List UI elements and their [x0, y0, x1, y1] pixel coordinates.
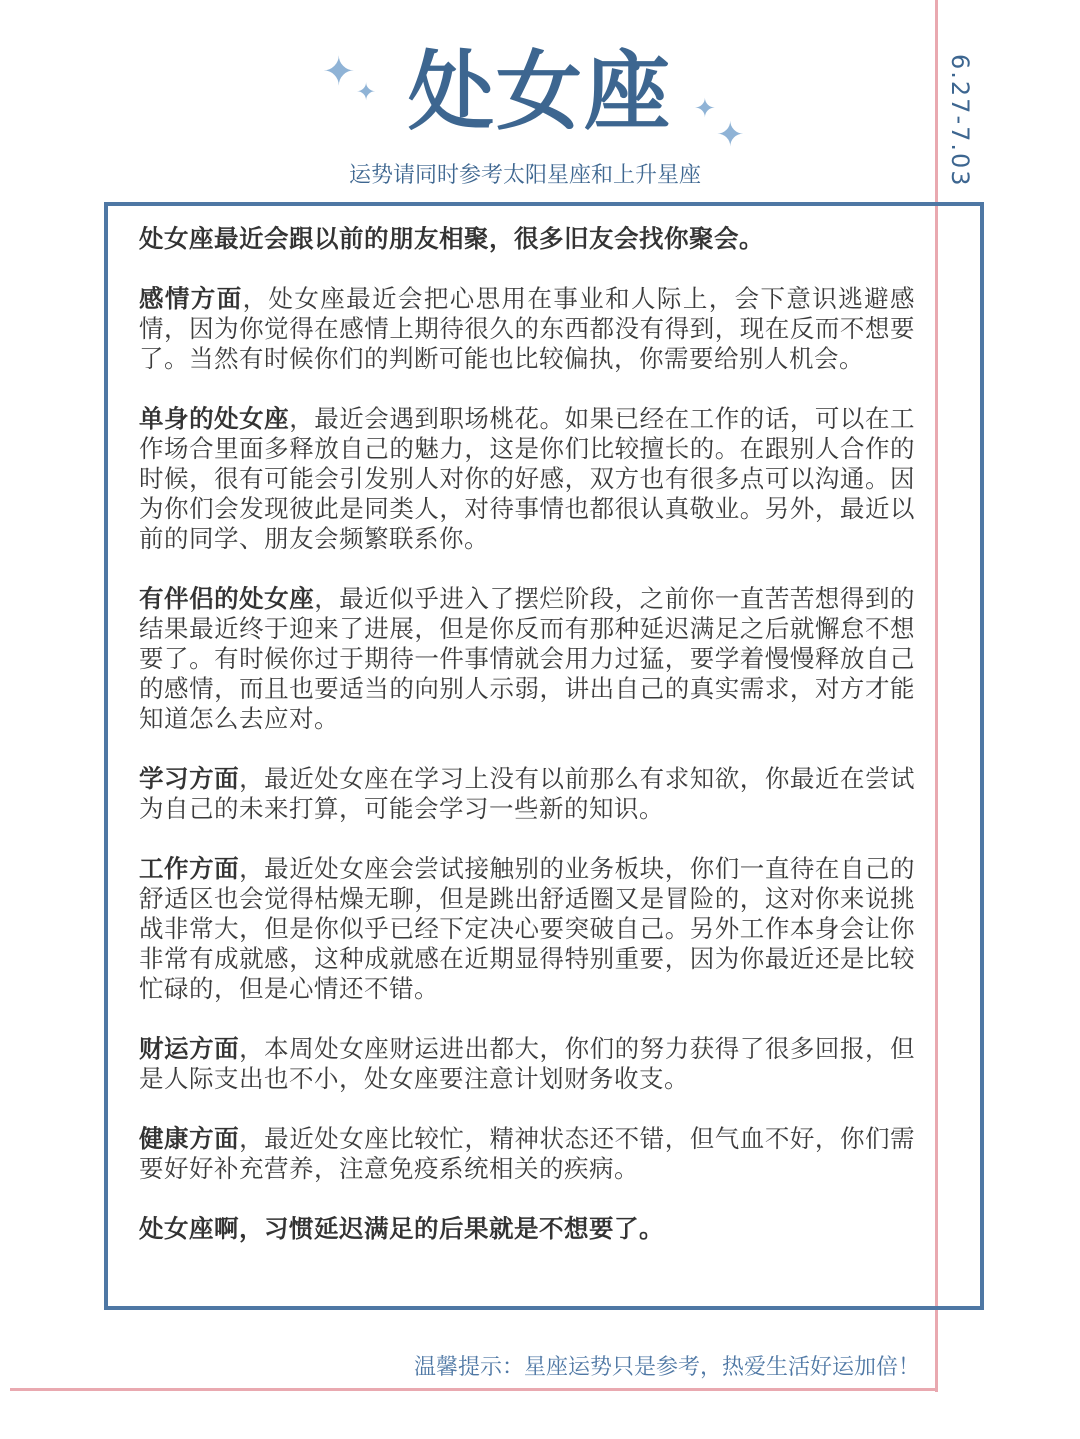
closing-paragraph: 处女座啊，习惯延迟满足的后果就是不想要了。	[139, 1214, 664, 1243]
section-body: ，本周处女座财运进出都大，你们的努力获得了很多回报，但是人际支出也不小，处女座要注意计划财务收支。	[139, 1034, 916, 1093]
section-heading: 有伴侣的处女座	[139, 584, 315, 613]
section-heading: 感情方面	[139, 284, 243, 313]
horoscope-content-box	[104, 202, 984, 1310]
section-body: ，处女座最近会把心思用在事业和人际上，会下意识逃避感情，因为你觉得在感情上期待很久的东西都没有得到，现在反而不想要了。当然有时候你们的判断可能也比较偏执，你需要给别人机会。	[139, 284, 916, 373]
date-range: 6.27-7.03	[946, 54, 974, 188]
section-partnered	[139, 584, 915, 734]
section-body: ，最近处女座比较忙，精神状态还不错，但气血不好，你们需要好好补充营养，注意免疫系统相关的疾病。	[139, 1124, 916, 1183]
footer-tip: 温馨提示：星座运势只是参考，热爱生活好运加倍！	[413, 1355, 920, 1380]
section-love	[139, 284, 915, 374]
section-heading: 健康方面	[139, 1124, 240, 1153]
section-single	[139, 404, 915, 554]
pink-frame-horizontal-line	[10, 1388, 938, 1391]
section-heading: 工作方面	[139, 854, 240, 883]
horoscope-article	[139, 224, 915, 1274]
section-body: ，最近处女座在学习上没有以前那么有求知欲，你最近在尝试为自己的未来打算，可能会学习一些新的知识。	[139, 764, 916, 823]
sparkle-icon: ✦	[694, 94, 716, 124]
page-subtitle: 运势请同时参考太阳星座和上升星座	[348, 163, 701, 188]
section-body: ，最近会遇到职场桃花。如果已经在工作的话，可以在工作场合里面多释放自己的魅力，这是你们比较擅长的。在跟别人合作的时候，很有可能会引发别人对你的好感，双方也有很多点可以沟通。因为你们会发现彼此是同类人，对待事情也都很认真敬业。另外，最近以前的同学、朋友会频繁联系你。	[139, 404, 916, 553]
section-body: ，最近处女座会尝试接触别的业务板块，你们一直待在自己的舒适区也会觉得枯燥无聊，但是跳出舒适圈又是冒险的，这对你来说挑战非常大，但是你似乎已经下定决心要突破自己。另外工作本身会让你非常有成就感，这种成就感在近期显得特别重要，因为你最近还是比较忙碌的，但是心情还不错。	[139, 854, 916, 1003]
section-study	[139, 764, 915, 824]
section-body: ，最近似乎进入了摆烂阶段，之前你一直苦苦想得到的结果最近终于迎来了进展，但是你反而有那种延迟满足之后就懈怠不想要了。有时候你过于期待一件事情就会用力过猛，要学着慢慢释放自己的感情，而且也要适当的向别人示弱，讲出自己的真实需求，对方才能知道怎么去应对。	[139, 584, 915, 733]
section-health	[139, 1124, 915, 1184]
section-heading: 单身的处女座	[139, 404, 290, 433]
section-heading: 学习方面	[139, 764, 240, 793]
sparkle-icon: ✦	[322, 49, 356, 95]
sparkle-icon: ✦	[716, 115, 745, 155]
section-wealth	[139, 1034, 915, 1094]
page-title: 处女座	[408, 42, 672, 142]
section-heading: 财运方面	[139, 1034, 240, 1063]
sparkle-icon: ✦	[356, 78, 377, 106]
section-work	[139, 854, 915, 1004]
lead-paragraph: 处女座最近会跟以前的朋友相聚，很多旧友会找你聚会。	[139, 224, 764, 253]
